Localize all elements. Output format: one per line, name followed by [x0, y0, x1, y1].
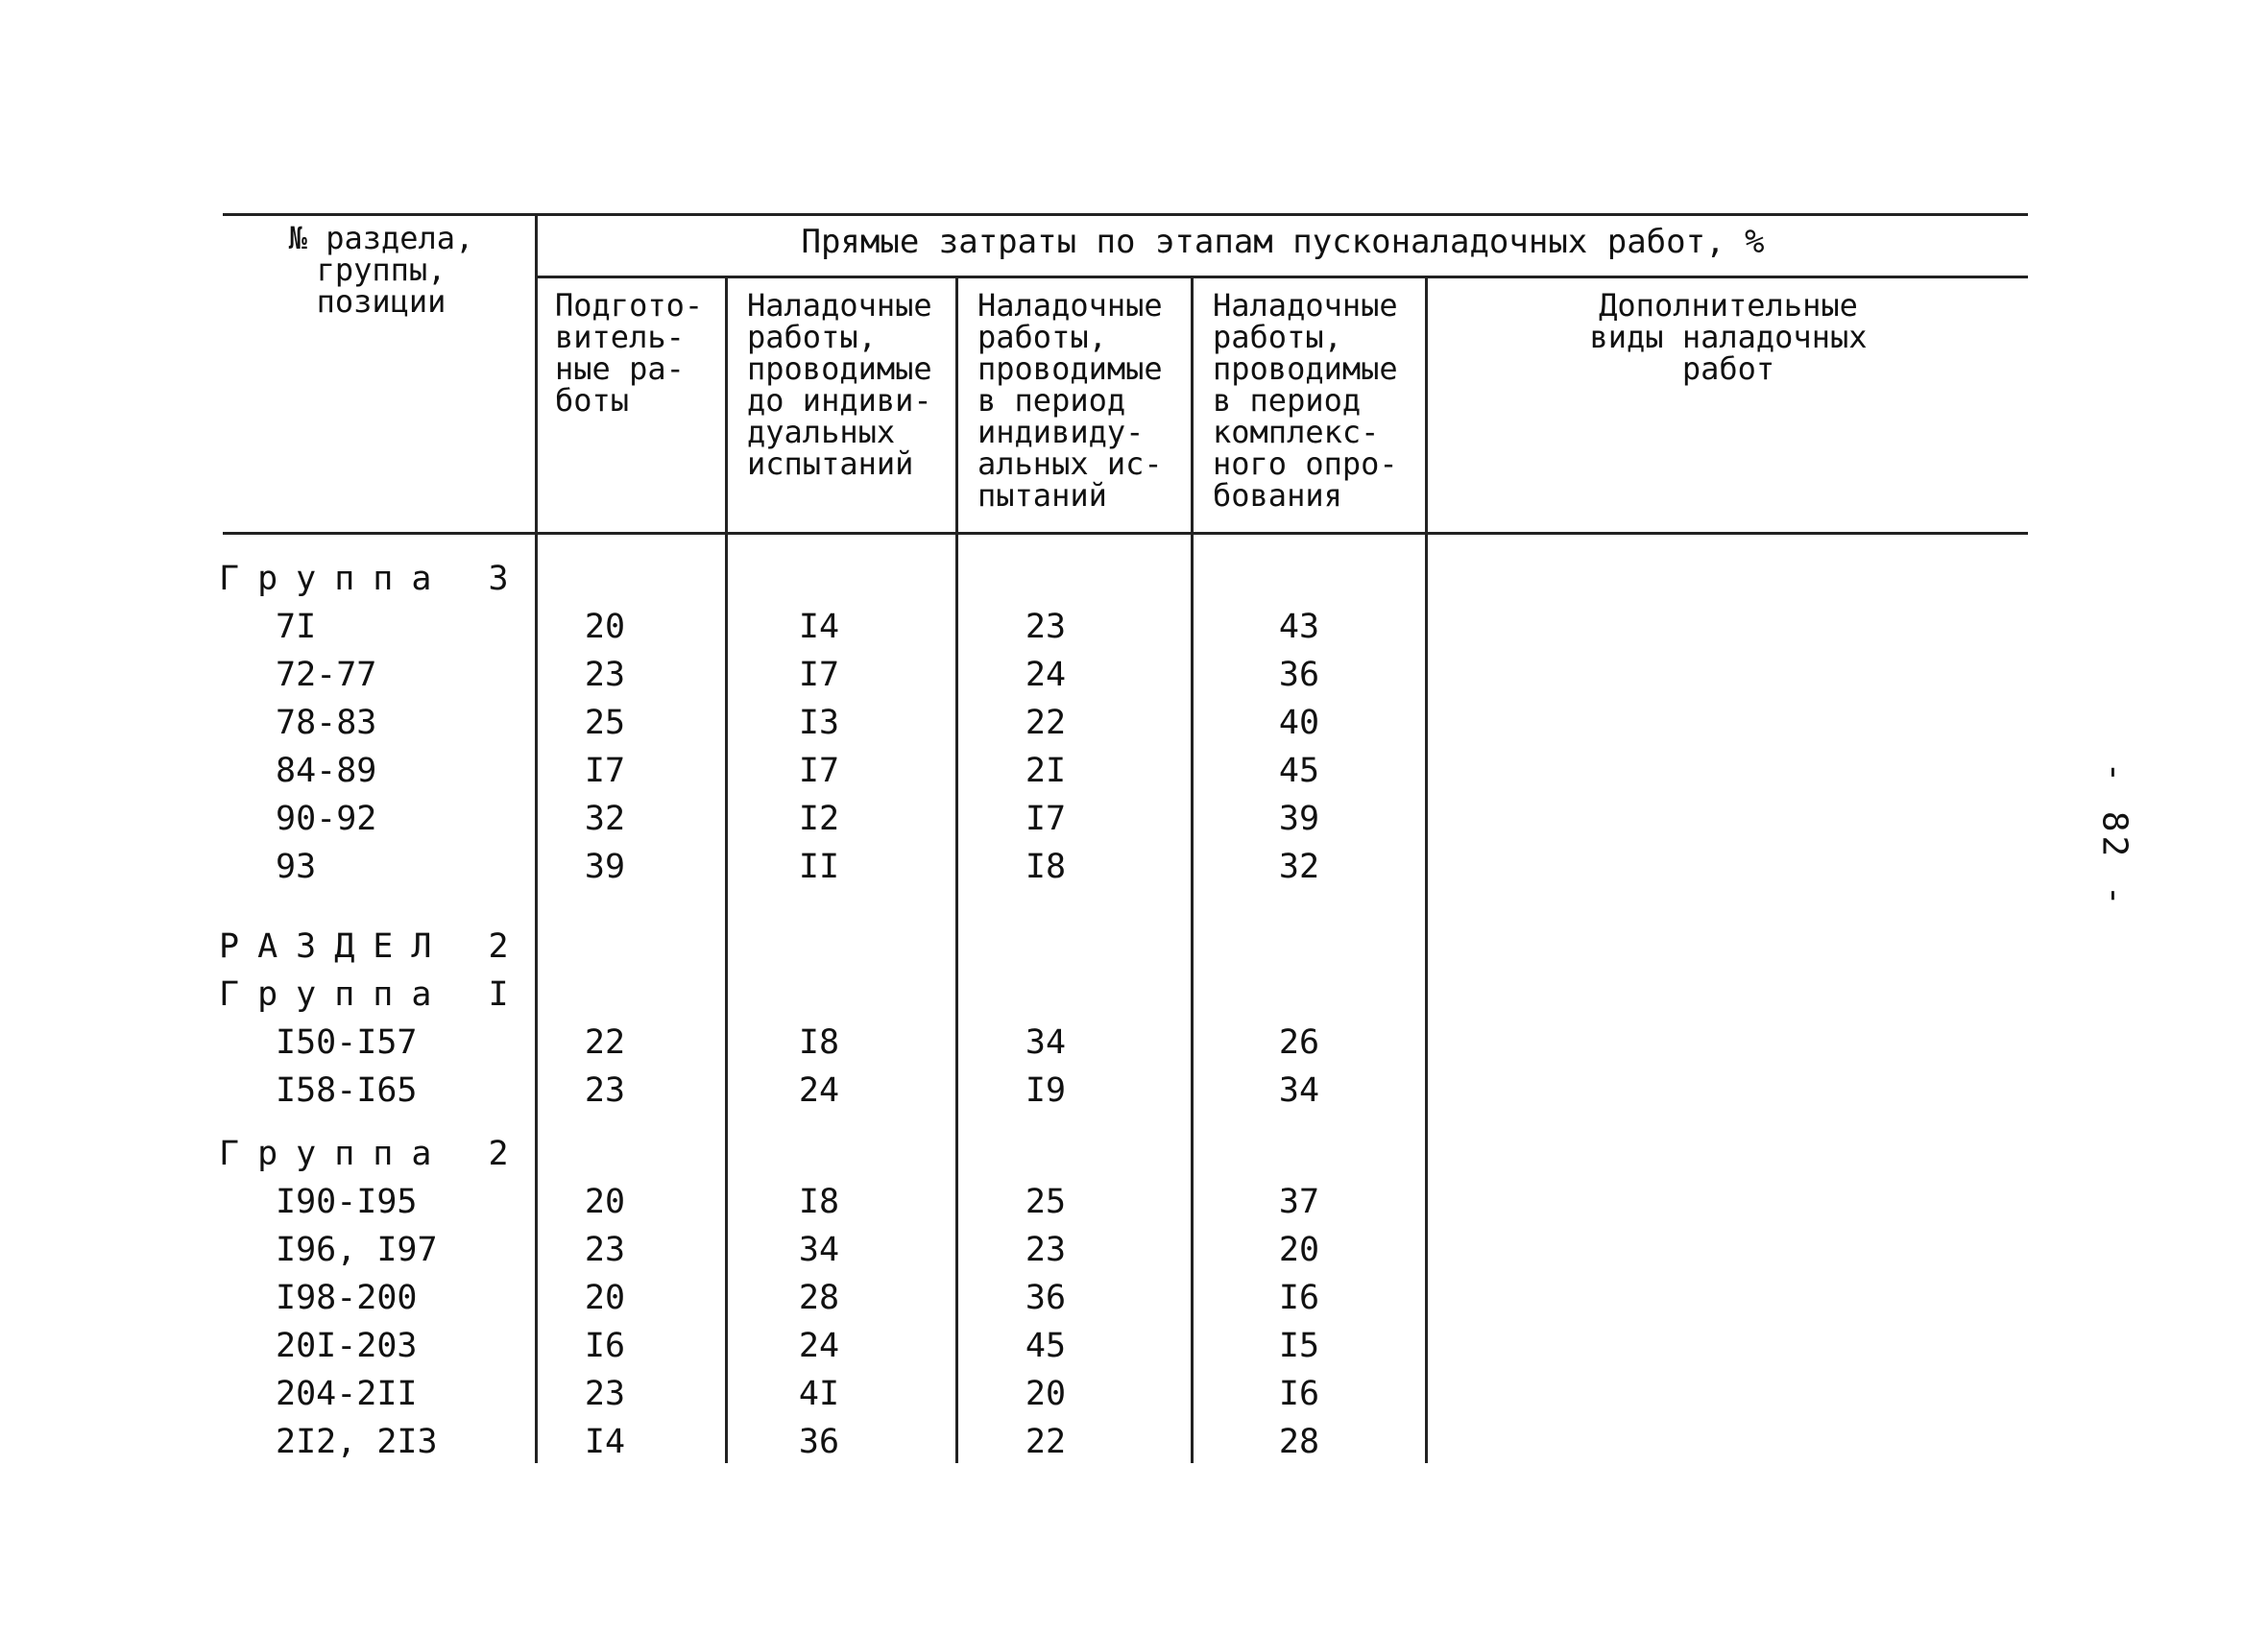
complex-testing-cell: I6	[1278, 1279, 1320, 1317]
before-individual-cell: I3	[798, 704, 840, 742]
complex-testing-cell: 32	[1278, 848, 1320, 886]
header-bottom-rule	[223, 532, 2028, 535]
header-span-title: Прямые затраты по этапам пусконаладочных работ, %	[801, 223, 1765, 261]
header-adjustment-during-individual-tests: Наладочные работы, проводимые в период индивиду- альных ис- пытаний	[977, 287, 1163, 514]
preparatory-cell: 23	[584, 656, 626, 694]
complex-testing-cell: 39	[1278, 800, 1320, 838]
complex-testing-cell: 37	[1278, 1183, 1320, 1221]
complex-testing-cell: 20	[1278, 1231, 1320, 1269]
table-top-rule	[223, 213, 2028, 216]
position-cell: 78-83	[276, 704, 377, 742]
during-individual-cell: 45	[1025, 1327, 1067, 1365]
complex-testing-cell: 43	[1278, 608, 1320, 646]
position-cell: 20I-203	[276, 1327, 418, 1365]
position-cell: 7I	[276, 608, 317, 646]
preparatory-cell: 20	[584, 608, 626, 646]
position-cell: 72-77	[276, 656, 377, 694]
position-cell: I90-I95	[276, 1183, 418, 1221]
before-individual-cell: I7	[798, 656, 840, 694]
group-3-label: Группа 3	[219, 560, 527, 598]
complex-testing-cell: 28	[1278, 1423, 1320, 1461]
position-cell: 84-89	[276, 752, 377, 790]
table-row	[0, 1418, 2268, 1466]
position-cell: I98-200	[276, 1279, 418, 1317]
position-cell: I58-I65	[276, 1071, 418, 1110]
before-individual-cell: I8	[798, 1183, 840, 1221]
table-row	[0, 651, 2268, 699]
during-individual-cell: I8	[1025, 848, 1067, 886]
during-individual-cell: 25	[1025, 1183, 1067, 1221]
complex-testing-cell: 34	[1278, 1071, 1320, 1110]
group-1-label: Группа I	[219, 975, 527, 1014]
before-individual-cell: 4I	[798, 1375, 840, 1413]
page-number: - 82 -	[2094, 761, 2135, 910]
preparatory-cell: 39	[584, 848, 626, 886]
preparatory-cell: 22	[584, 1023, 626, 1062]
during-individual-cell: 2I	[1025, 752, 1067, 790]
position-cell: 93	[276, 848, 317, 886]
preparatory-cell: 23	[584, 1231, 626, 1269]
before-individual-cell: 28	[798, 1279, 840, 1317]
preparatory-cell: I6	[584, 1327, 626, 1365]
complex-testing-cell: I6	[1278, 1375, 1320, 1413]
span-header-rule	[535, 276, 2028, 278]
table-row	[0, 1322, 2268, 1370]
table-row	[0, 1226, 2268, 1274]
complex-testing-cell: 40	[1278, 704, 1320, 742]
table-row	[0, 795, 2268, 843]
position-cell: 90-92	[276, 800, 377, 838]
position-cell: 204-2II	[276, 1375, 418, 1413]
complex-testing-cell: 45	[1278, 752, 1320, 790]
table-row	[0, 747, 2268, 795]
header-additional-adjustment-types: Дополнительные виды наладочных работ	[1589, 287, 1868, 387]
preparatory-cell: 32	[584, 800, 626, 838]
preparatory-cell: 23	[584, 1375, 626, 1413]
header-adjustment-during-complex-testing: Наладочные работы, проводимые в период комплекс- ного опро- бования	[1213, 287, 1398, 514]
table-row	[0, 843, 2268, 891]
position-cell: I96, I97	[276, 1231, 438, 1269]
header-adjustment-before-individual-tests: Наладочные работы, проводимые до индиви- дуальных испытаний	[747, 287, 932, 482]
before-individual-cell: I4	[798, 608, 840, 646]
before-individual-cell: I7	[798, 752, 840, 790]
before-individual-cell: 34	[798, 1231, 840, 1269]
table-row	[0, 1178, 2268, 1226]
table-row	[0, 1067, 2268, 1115]
before-individual-cell: I8	[798, 1023, 840, 1062]
preparatory-cell: 20	[584, 1279, 626, 1317]
during-individual-cell: 23	[1025, 1231, 1067, 1269]
during-individual-cell: 22	[1025, 1423, 1067, 1461]
during-individual-cell: I9	[1025, 1071, 1067, 1110]
before-individual-cell: 24	[798, 1327, 840, 1365]
during-individual-cell: 23	[1025, 608, 1067, 646]
table-row	[0, 1274, 2268, 1322]
section-2-label: РАЗДЕЛ 2	[219, 927, 527, 966]
before-individual-cell: II	[798, 848, 840, 886]
preparatory-cell: 20	[584, 1183, 626, 1221]
preparatory-cell: I7	[584, 752, 626, 790]
complex-testing-cell: 26	[1278, 1023, 1320, 1062]
during-individual-cell: I7	[1025, 800, 1067, 838]
table-row	[0, 1370, 2268, 1418]
preparatory-cell: I4	[584, 1423, 626, 1461]
before-individual-cell: 24	[798, 1071, 840, 1110]
preparatory-cell: 25	[584, 704, 626, 742]
complex-testing-cell: I5	[1278, 1327, 1320, 1365]
group-2-label: Группа 2	[219, 1135, 527, 1173]
position-cell: I50-I57	[276, 1023, 418, 1062]
during-individual-cell: 36	[1025, 1279, 1067, 1317]
during-individual-cell: 24	[1025, 656, 1067, 694]
table-row	[0, 1019, 2268, 1067]
preparatory-cell: 23	[584, 1071, 626, 1110]
during-individual-cell: 34	[1025, 1023, 1067, 1062]
header-preparatory-works: Подгото- витель- ные ра- боты	[555, 287, 704, 419]
before-individual-cell: I2	[798, 800, 840, 838]
header-position-column: № раздела, группы, позиции	[288, 220, 474, 320]
table-row	[0, 603, 2268, 651]
during-individual-cell: 20	[1025, 1375, 1067, 1413]
position-cell: 2I2, 2I3	[276, 1423, 438, 1461]
before-individual-cell: 36	[798, 1423, 840, 1461]
during-individual-cell: 22	[1025, 704, 1067, 742]
complex-testing-cell: 36	[1278, 656, 1320, 694]
table-row	[0, 699, 2268, 747]
